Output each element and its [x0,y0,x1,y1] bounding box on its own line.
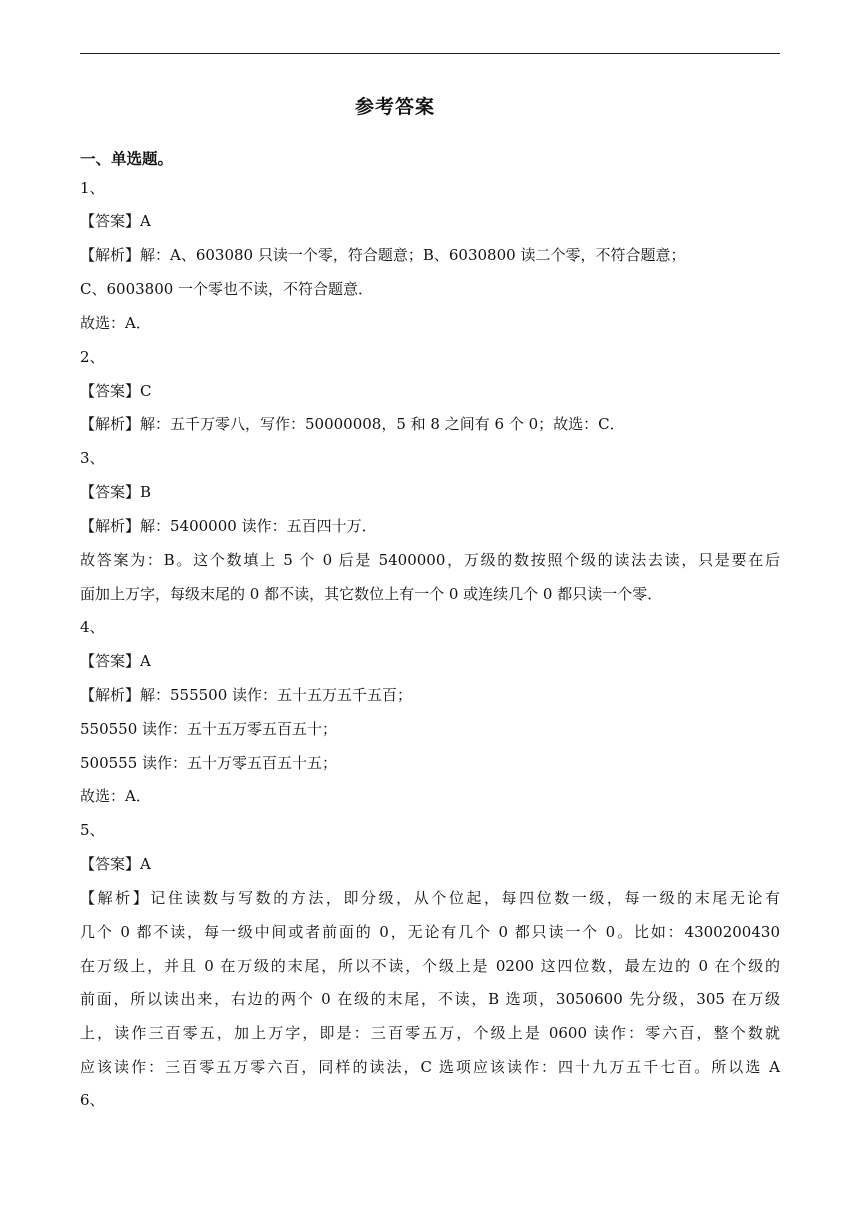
answer-line: 【答案】A [80,652,151,670]
answer-line: 【答案】A [80,855,151,873]
analysis-line: 应该读作：三百零五万零六百，同样的读法，C 选项应该读作：四十九万五千七百。所以选 A [80,1058,780,1076]
question-number: 1、 [80,179,105,197]
analysis-line: 500555 读作：五十万零五百五十五； [80,754,338,772]
section-heading: 一、单选题。 [80,150,174,168]
header-rule [80,53,780,54]
answer-line: 【答案】B [80,483,152,501]
analysis-line: 550550 读作：五十五万零五百五十； [80,720,338,738]
question-number: 2、 [80,348,105,366]
analysis-line: C、6003800 一个零也不读，不符合题意． [80,280,374,298]
analysis-line: 【解析】解：5400000 读作：五百四十万． [80,517,377,535]
analysis-line: 上，读作三百零五，加上万字，即是：三百零五万，个级上是 0600 读作：零六百，整个数就 [80,1024,780,1042]
analysis-line: 几个 0 都不读，每一级中间或者前面的 0，无论有几个 0 都只读一个 0。比如：4300200430 [80,923,780,941]
question-number: 6、 [80,1091,105,1109]
analysis-line: 【解析】解：五千万零八，写作：50000008，5 和 8 之间有 6 个 0；故选：C． [80,415,625,433]
conclusion-line: 故选：A． [80,314,151,332]
answer-line: 【答案】C [80,382,152,400]
question-number: 4、 [80,618,105,636]
analysis-line: 前面，所以读出来，右边的两个 0 在级的末尾，不读，B 选项，3050600 先分级，305 在万级 [80,990,780,1008]
question-number: 5、 [80,821,105,839]
analysis-line: 【解析】解：A、603080 只读一个零，符合题意；B、6030800 读二个零，不符合题意； [80,246,686,264]
question-number: 3、 [80,449,105,467]
analysis-line: 【解析】记住读数与写数的方法，即分级，从个位起，每四位数一级，每一级的末尾无论有 [80,889,780,907]
analysis-line: 面加上万字，每级末尾的 0 都不读，其它数位上有一个 0 或连续几个 0 都只读一个零． [80,585,663,603]
conclusion-line: 故选：A． [80,787,151,805]
answer-line: 【答案】A [80,212,151,230]
analysis-line: 故答案为：B。这个数填上 5 个 0 后是 5400000，万级的数按照个级的读法去读，只是要在后 [80,551,780,569]
page-title: 参考答案 [354,96,435,118]
analysis-line: 【解析】解：555500 读作：五十五万五千五百； [80,686,413,704]
analysis-line: 在万级上，并且 0 在万级的末尾，所以不读，个级上是 0200 这四位数，最左边的 0 在个级的 [80,957,780,975]
